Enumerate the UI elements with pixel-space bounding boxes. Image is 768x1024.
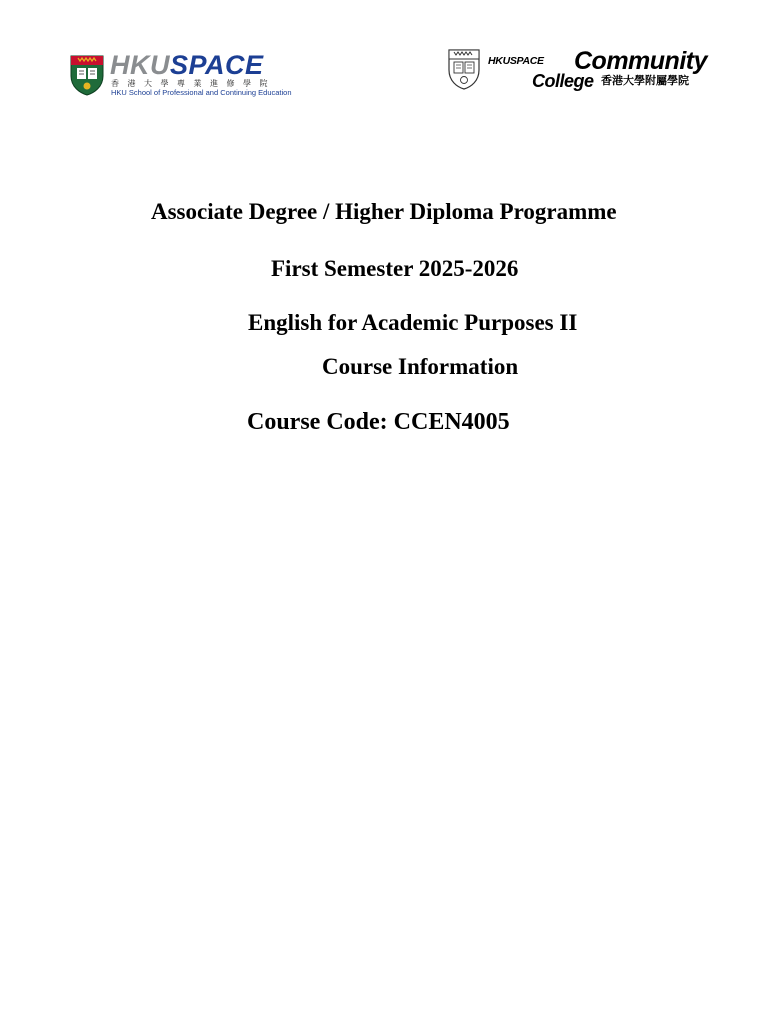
hkuspace-wordmark: [110, 52, 264, 79]
hku-crest-bw-icon: [446, 48, 482, 90]
cc-chinese-name: 香港大學附屬學院: [601, 74, 689, 87]
course-name: English for Academic Purposes II: [248, 310, 578, 335]
cc-college-text: College: [532, 71, 594, 91]
semester-title: First Semester 2025-2026: [271, 256, 519, 281]
hku-crest-icon: [68, 54, 106, 96]
community-college-logo: [446, 46, 722, 94]
hkuspace-tagline: HKU School of Professional and Continuing Education: [111, 88, 292, 97]
course-code: Course Code: CCEN4005: [247, 409, 510, 435]
hku-text: HKU: [110, 50, 170, 80]
cc-hkuspace-text: HKUSPACE: [488, 55, 544, 67]
programme-title: Associate Degree / Higher Diploma Programme: [151, 199, 617, 224]
hkuspace-chinese-name: 香港大學專業進修學院: [111, 79, 276, 88]
hkuspace-logo: [68, 52, 328, 98]
cc-community-text: Community: [574, 47, 707, 75]
section-title: Course Information: [322, 354, 519, 379]
space-text: SPACE: [170, 50, 264, 80]
